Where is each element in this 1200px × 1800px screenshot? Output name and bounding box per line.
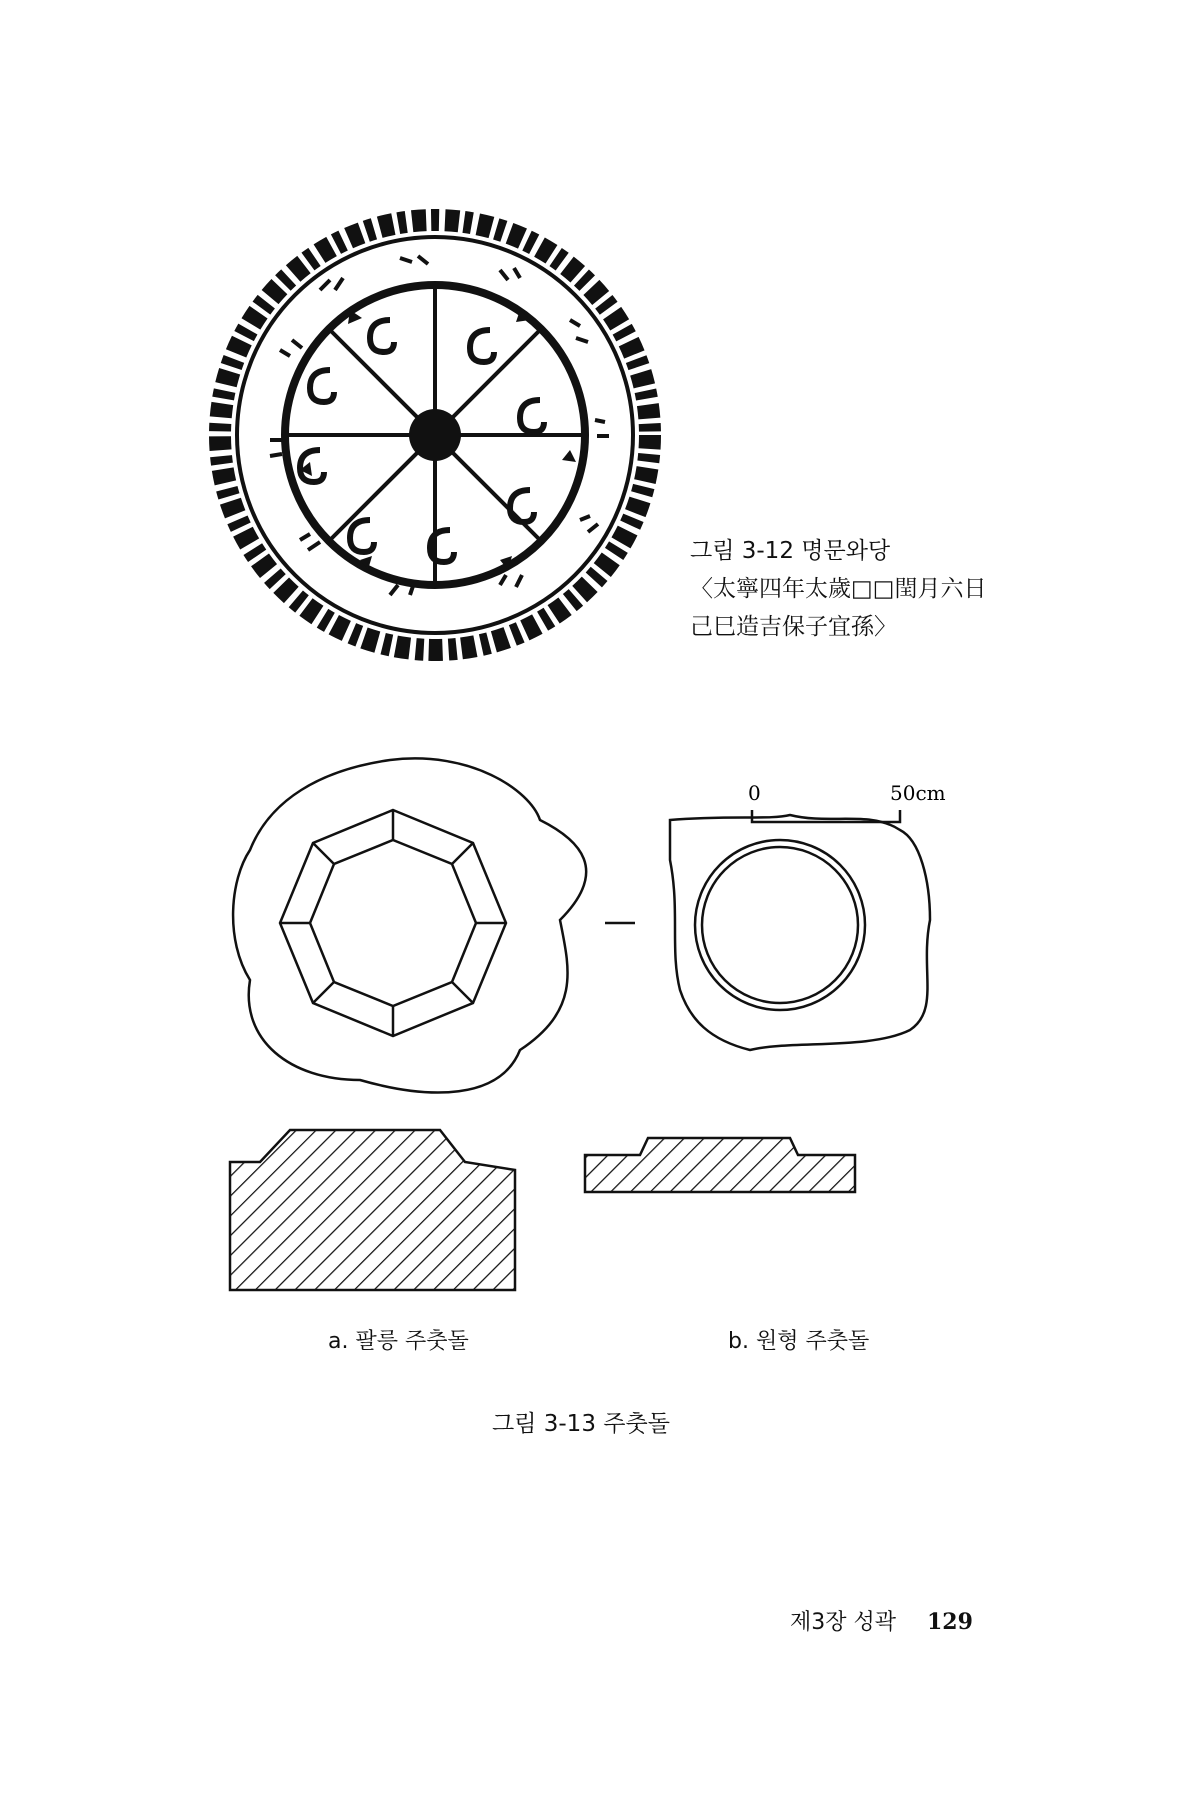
- page-footer: [790, 1605, 973, 1636]
- figure-a-label: a. 팔릉 주춧돌: [328, 1329, 469, 1354]
- roof-tile-rubbing-image: [200, 200, 670, 670]
- figure-3-12-title: 그림 3-12 명문와당: [690, 538, 891, 564]
- page-number: 129: [927, 1609, 973, 1635]
- inscription-line-2: 己巳造吉保子宜孫〉: [690, 614, 897, 640]
- figure-3-12-caption: [690, 532, 986, 646]
- octagonal-base-section: [230, 1130, 515, 1290]
- scale-start-label: 0: [748, 781, 761, 805]
- inscription-line-1: 〈太寧四年太歲□□閏月六日: [690, 576, 987, 602]
- figure-3-13-caption: 그림 3-13 주춧돌: [492, 1411, 670, 1437]
- chapter-title: 제3장 성곽: [790, 1610, 896, 1635]
- round-base-plan: [670, 815, 930, 1050]
- column-base-drawings: [230, 760, 1000, 1320]
- round-base-section: [585, 1138, 855, 1192]
- figure-b-label: b. 원형 주춧돌: [728, 1329, 870, 1354]
- scale-end-label: 50cm: [890, 781, 946, 805]
- octagonal-base-plan: [233, 758, 586, 1092]
